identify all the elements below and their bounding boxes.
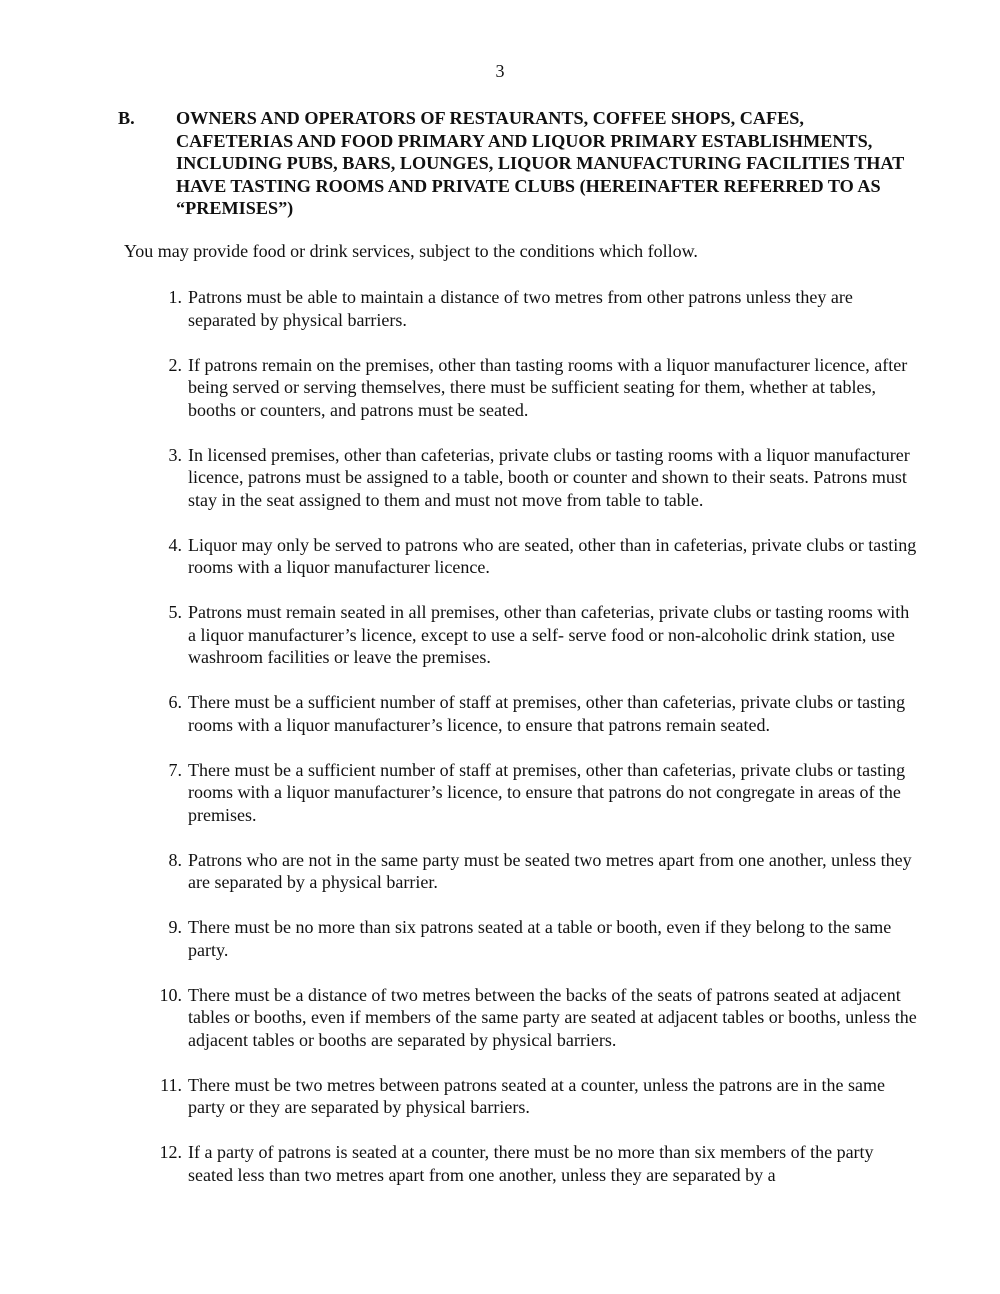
condition-text: There must be a distance of two metres between the backs of the seats of patrons seated at adjacent tables or booths, even if members of the same party are seated at adjacent tables or booths, unless the adjacent tables or booths are separated by physical barriers. bbox=[188, 984, 917, 1050]
condition-item bbox=[148, 849, 918, 894]
condition-number: 2. bbox=[168, 354, 182, 375]
condition-number: 11. bbox=[160, 1074, 182, 1095]
condition-item bbox=[148, 444, 918, 512]
condition-item bbox=[148, 759, 918, 827]
condition-text: Liquor may only be served to patrons who are seated, other than in cafeterias, private clubs or tasting rooms with a liquor manufacturer licence. bbox=[188, 534, 917, 577]
condition-text: There must be a sufficient number of staff at premises, other than cafeterias, private clubs or tasting rooms with a liquor manufacturer’s licence, to ensure that patrons do not congregate in areas of the premises. bbox=[188, 759, 906, 825]
condition-item bbox=[148, 601, 918, 669]
condition-number: 4. bbox=[168, 534, 182, 555]
condition-number: 8. bbox=[168, 849, 182, 870]
condition-text: If a party of patrons is seated at a counter, there must be no more than six members of the party seated less than two metres apart from one another, unless they are separated by a bbox=[188, 1142, 874, 1185]
condition-text: Patrons must be able to maintain a distance of two metres from other patrons unless they are separated by physical barriers. bbox=[188, 287, 853, 330]
condition-number: 1. bbox=[168, 287, 182, 307]
condition-item bbox=[148, 916, 918, 961]
condition-number: 10. bbox=[159, 984, 182, 1005]
condition-number: 12. bbox=[159, 1142, 182, 1162]
condition-item bbox=[148, 1141, 918, 1186]
intro-paragraph: You may provide food or drink services, subject to the conditions which follow. bbox=[124, 241, 698, 261]
section-title: OWNERS AND OPERATORS OF RESTAURANTS, COFFEE SHOPS, CAFES, CAFETERIAS AND FOOD PRIMARY AND LIQUOR PRIMARY ESTABLISHMENTS, INCLUDING PUBS, BARS, LOUNGES, LIQUOR MANUFACTURING FACILITIES THAT HAVE TASTING ROOMS AND PRIVATE CLUBS (HEREINAFTER REFERRED TO AS “PREMISES”) bbox=[176, 108, 904, 218]
condition-number: 5. bbox=[168, 602, 182, 622]
condition-text: In licensed premises, other than cafeterias, private clubs or tasting rooms with a liquor manufacturer licence, patrons must be assigned to a table, booth or counter and shown to their seats. Patrons must stay in the seat assigned to them and must not move from table to table. bbox=[188, 444, 910, 510]
condition-text: Patrons must remain seated in all premises, other than cafeterias, private clubs or tasting rooms with a liquor manufacturer’s licence, except to use a self- serve food or non-alcoholic drink station, use washroom facilities or leave the premises. bbox=[188, 602, 910, 667]
condition-item bbox=[148, 354, 918, 422]
condition-item bbox=[148, 984, 918, 1052]
section-letter: B. bbox=[118, 108, 135, 128]
conditions-list bbox=[148, 286, 918, 1209]
condition-item bbox=[148, 1074, 918, 1119]
condition-text: There must be two metres between patrons seated at a counter, unless the patrons are in the same party or they are separated by physical barriers. bbox=[188, 1074, 886, 1117]
condition-number: 9. bbox=[168, 917, 182, 937]
condition-text: Patrons who are not in the same party must be seated two metres apart from one another, unless they are separated by a physical barrier. bbox=[188, 849, 912, 892]
condition-number: 3. bbox=[168, 444, 182, 465]
condition-number: 6. bbox=[168, 692, 182, 712]
condition-text: If patrons remain on the premises, other than tasting rooms with a liquor manufacturer licence, after being served or serving themselves, there must be sufficient seating for them, whether at tables, booths or counters, and patrons must be seated. bbox=[188, 354, 908, 420]
condition-text: There must be no more than six patrons seated at a table or booth, even if they belong to the same party. bbox=[188, 917, 892, 960]
condition-item bbox=[148, 534, 918, 579]
condition-item bbox=[148, 691, 918, 736]
condition-number: 7. bbox=[168, 759, 182, 780]
condition-item bbox=[148, 286, 918, 331]
page-number: 3 bbox=[495, 61, 505, 81]
condition-text: There must be a sufficient number of staff at premises, other than cafeterias, private clubs or tasting rooms with a liquor manufacturer’s licence, to ensure that patrons remain seated. bbox=[188, 692, 906, 735]
